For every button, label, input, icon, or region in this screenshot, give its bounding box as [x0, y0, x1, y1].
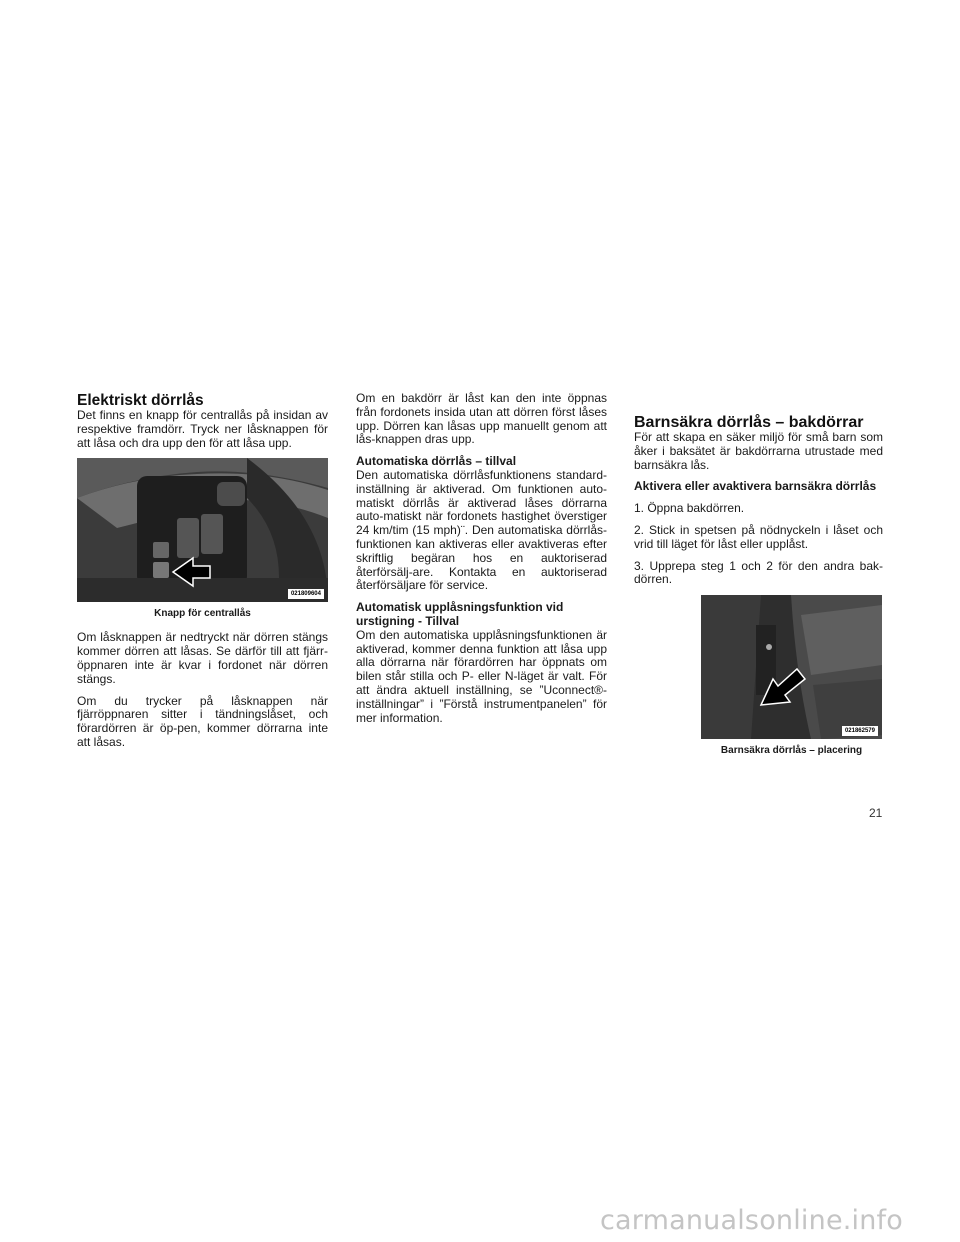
paragraph-lock-pressed: Om låsknappen är nedtryckt när dörren stängs kommer dörren att låsas. Se därför till att fjärr-öppnaren inte är kvar i fordonet när dörren stängs. [77, 630, 328, 686]
figure-code: 021862579 [842, 726, 878, 736]
paragraph-child-locks-intro: För att skapa en säker miljö för små barn som åker i baksätet är bakdörrarna utrustade med barnsäkra lås. [634, 430, 883, 472]
subheading-auto-unlock-line2: urstigning - Tillval [356, 613, 460, 628]
door-lock-button-photo [77, 458, 328, 602]
column-right [634, 414, 883, 768]
section-heading-child-locks: Barnsäkra dörrlås – bakdörrar [634, 414, 864, 431]
subheading-activate-child-locks: Aktivera eller avaktivera barnsäkra dörrlås [634, 479, 877, 494]
column-left [77, 392, 328, 758]
door-panel-illustration [77, 458, 328, 602]
step-2: 2. Stick in spetsen på nödnyckeln i låset och vrid till läget för låst eller upplåst. [634, 522, 883, 551]
subheading-auto-unlock-line1: Automatisk upplåsningsfunktion vid [356, 600, 564, 615]
column-middle [356, 392, 607, 733]
section-heading-electric-locks: Elektriskt dörrlås [77, 392, 204, 409]
paragraph-remote-in-ignition: Om du trycker på låsknappen när fjärröppnaren sitter i tändningslåset, och förardörren är öp-pen, kommer dörrarna inte att låsas. [77, 693, 328, 749]
figure-code: 021809604 [288, 589, 324, 599]
paragraph-rear-door: Om en bakdörr är låst kan den inte öppnas från fordonets insida utan att dörren först låses upp. Dörren kan låsas upp manuellt genom att lås-knappen dras upp. [356, 391, 607, 447]
paragraph-auto-unlock: Om den automatiska upplåsningsfunktionen är aktiverad, kommer denna funktion att låsa upp alla dörrarna när förardörren har öppnats om bilen står stilla och P- eller N-läget är valt. För att ändra aktuell inställning, se ”Uconnect®-inställningar” i ”Förstå instrumentpanelen” för mer information. [356, 627, 607, 725]
paragraph-intro: Det finns en knapp för centrallås på insidan av respektive framdörr. Tryck ner låsknappen för att låsa och dra upp den för att låsa upp. [77, 408, 328, 450]
paragraph-auto-locks: Den automatiska dörrlåsfunktionens standard-inställning är aktiverad. Om funktionen auto-matiskt dörrlås är aktiverad låses dörrarna auto-matiskt när fordonets hastighet överstiger 24 km/tim (15 mph)¨. Den automatiska dörrlås-funktionen kan aktiveras eller avaktiveras efter skriftlig begäran hos en auktoriserad återförsälj-are. Kontakta en auktoriserad återförsäljare för service. [356, 467, 607, 593]
child-lock-location-photo [701, 595, 882, 739]
figure-caption-central-lock: Knapp för centrallås [154, 608, 251, 620]
rear-door-illustration [701, 595, 882, 739]
step-3: 3. Upprepa steg 1 och 2 för den andra bak-dörren. [634, 558, 883, 587]
watermark: carmanualsonline.info [600, 1205, 903, 1236]
step-1: 1. Öppna bakdörren. [634, 501, 745, 516]
subheading-auto-locks: Automatiska dörrlås – tillval [356, 454, 517, 469]
page-number: 21 [869, 806, 883, 820]
figure-caption-child-lock-location: Barnsäkra dörrlås – placering [720, 745, 863, 757]
